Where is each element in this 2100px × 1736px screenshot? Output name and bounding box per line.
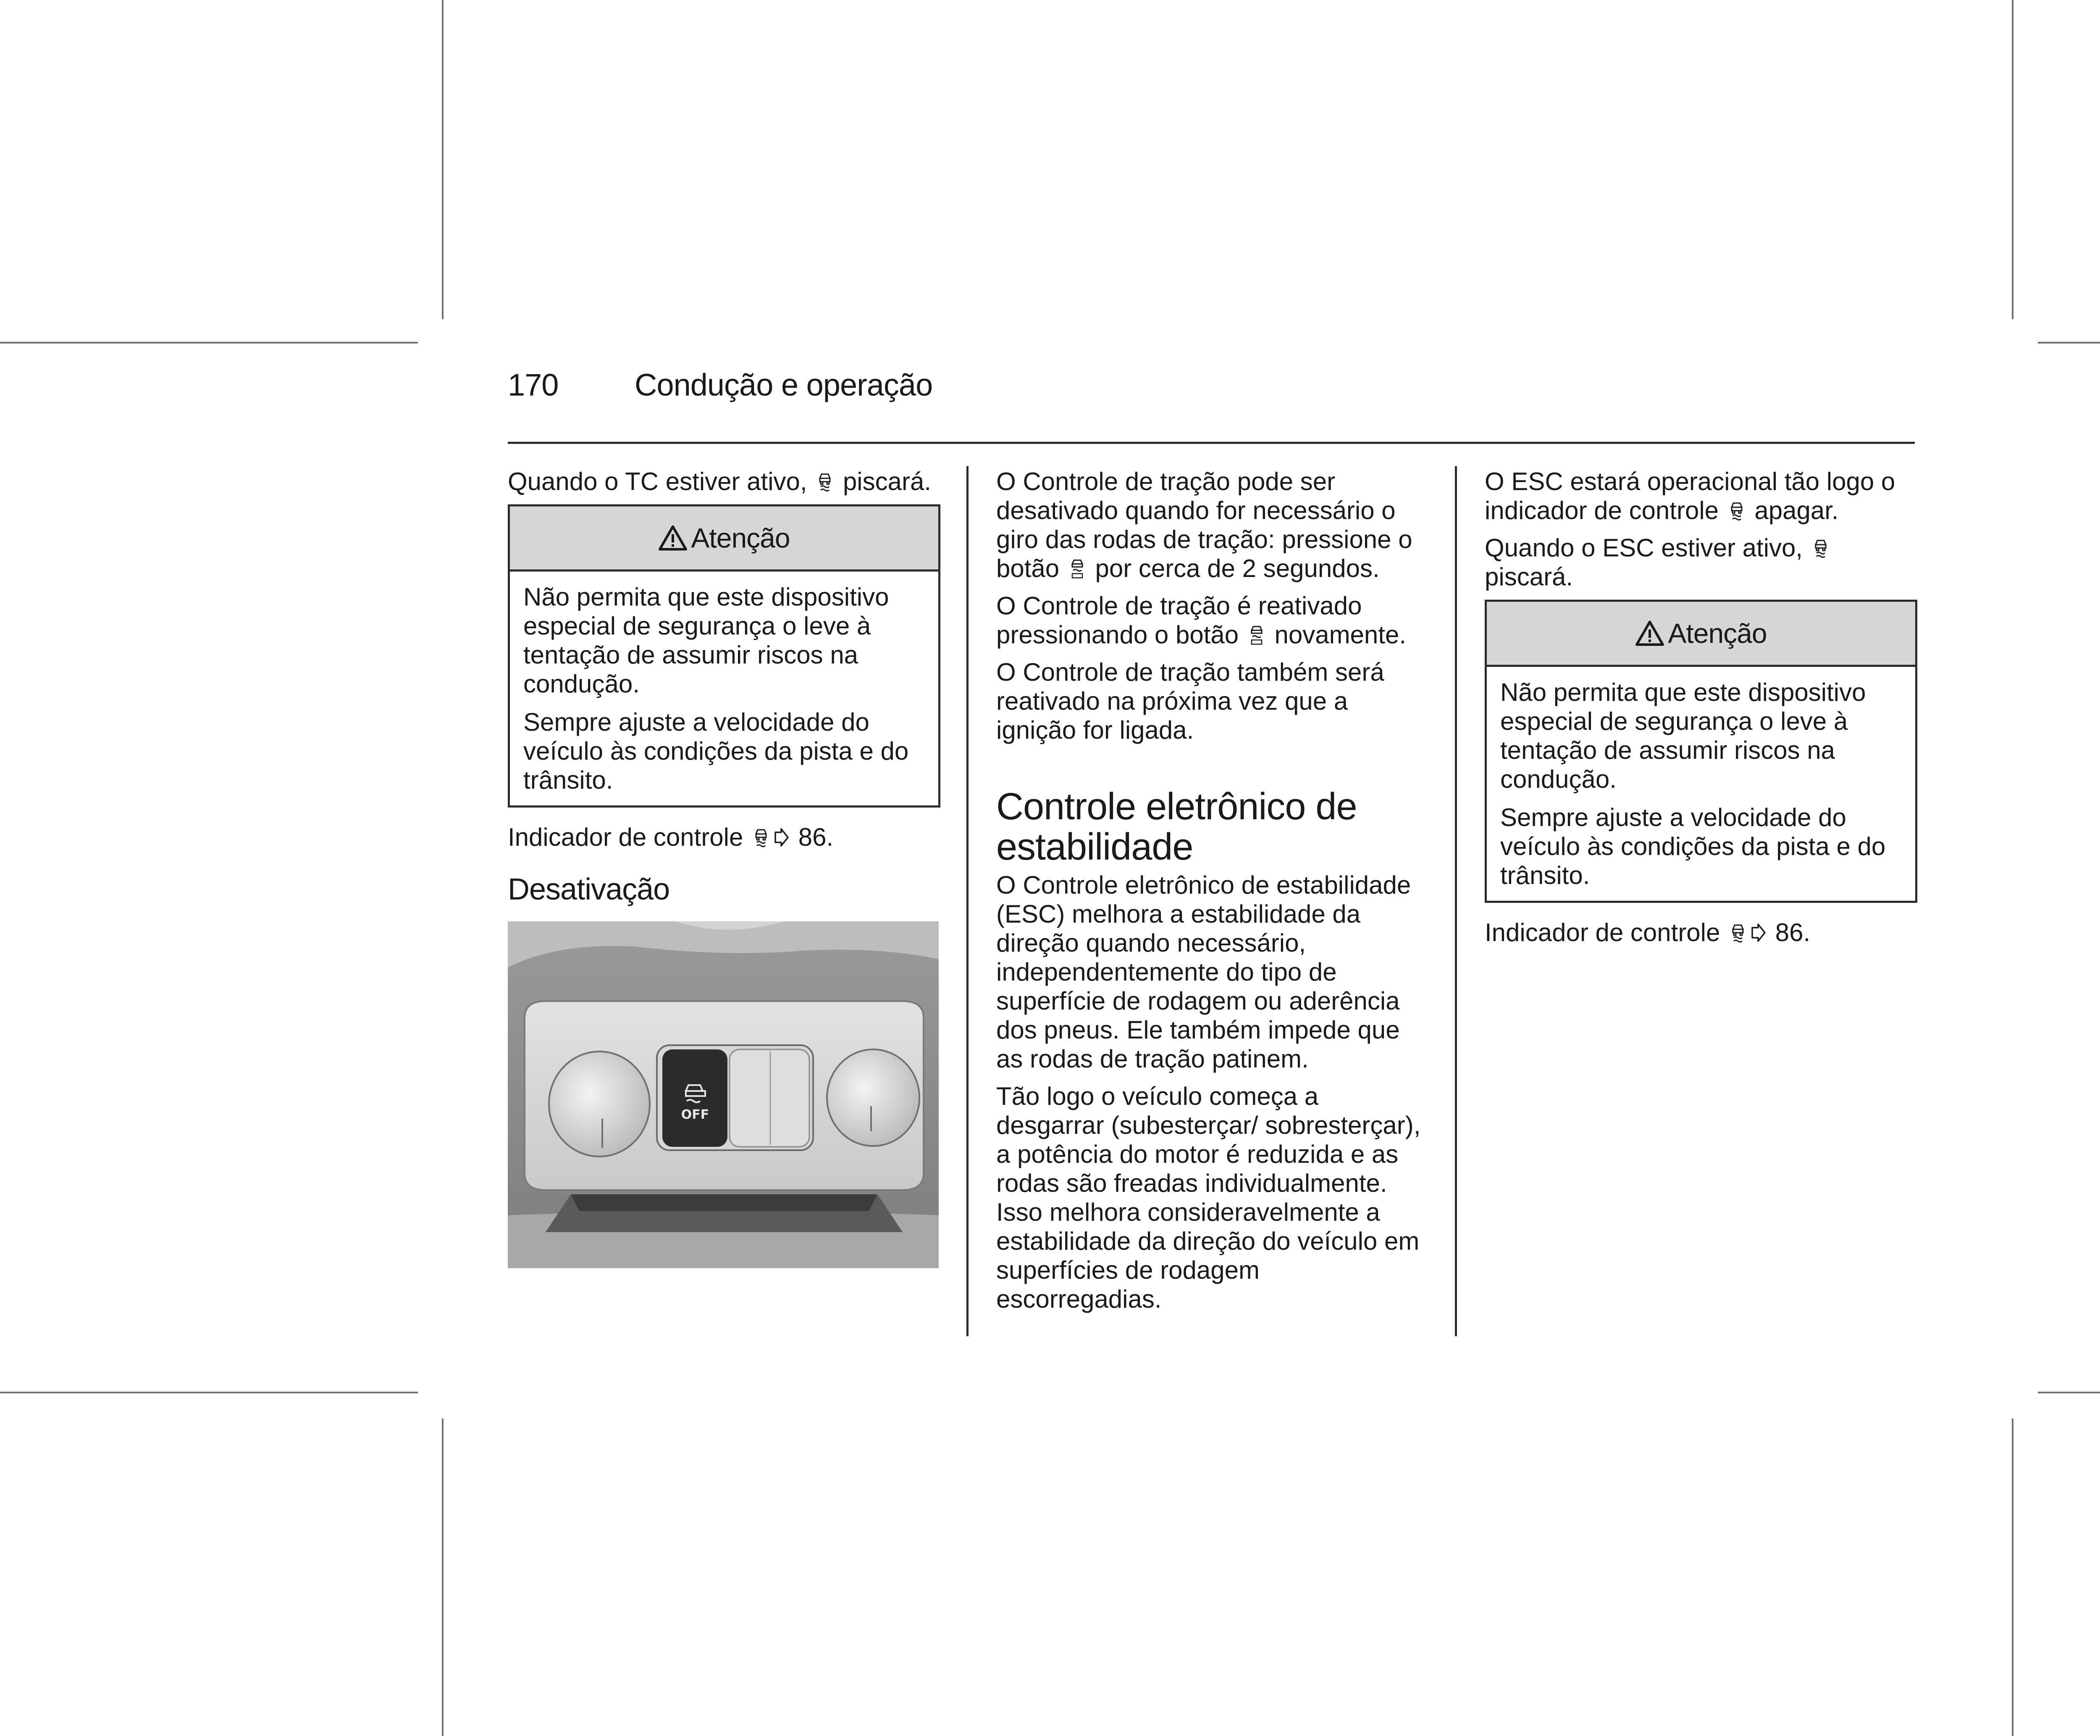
page-number: 170 [508,367,559,402]
crop-mark [442,1419,444,1736]
paragraph-text: Quando o TC estiver ativo, [508,467,807,496]
paragraph [996,467,1429,583]
reference-text: Indicador de controle [508,823,743,851]
page-title: Condução e operação [635,367,933,402]
paragraph-text: Quando o ESC estiver ativo, [1485,534,1803,562]
traction-control-icon [1728,500,1745,522]
warning-text: Não permita que este dispositivo especial de segurança o leve à tentação de assumir riscos na condução. [1500,678,1866,793]
warning-triangle-icon [658,525,688,551]
warning-title: Atenção [1668,617,1767,649]
column-middle [996,467,1429,1322]
warning-header [1487,602,1915,667]
warning-text: Sempre ajuste a velocidade do veículo às condições da pista e do trânsito. [1500,803,1886,889]
paragraph-text: por cerca de 2 segundos. [1095,554,1380,582]
traction-control-icon [1730,922,1746,944]
column-left [508,467,940,1268]
paragraph-text: piscará. [1485,563,1573,591]
traction-control-icon [753,826,769,848]
column-right [1485,467,1917,955]
paragraph-text: piscará. [843,467,932,496]
crop-mark [2012,1419,2013,1736]
paragraph: O Controle de tração também será reativado na próxima vez que a ignição for ligada. [996,658,1384,744]
traction-control-icon [1812,537,1829,559]
page-header [508,367,1915,402]
cross-reference [1485,918,1917,947]
header-rule [508,442,1915,444]
section-heading: Controle eletrônico de estabilidade [996,786,1357,868]
paragraph [996,591,1429,649]
warning-box [508,504,940,808]
paragraph-text: apagar. [1754,496,1839,524]
warning-text: Sempre ajuste a velocidade do veículo às condições da pista e do trânsito. [523,708,909,794]
warning-text: Não permita que este dispositivo especial de segurança o leve à tentação de assumir riscos na condução. [523,583,889,698]
column-divider [966,466,969,1336]
cross-reference [508,823,940,852]
traction-control-off-icon [1069,558,1086,580]
traction-control-icon [816,471,833,493]
warning-title: Atenção [691,522,790,553]
crop-mark [2038,1392,2100,1393]
switch-off-label: OFF [681,1107,709,1122]
paragraph-text: O Controle de tração é reativado pressionando o botão [996,592,1362,649]
crop-mark [0,342,418,344]
subheading: Desativação [508,873,670,906]
reference-page: 86. [1775,918,1811,947]
crop-mark [0,1392,418,1393]
column-divider [1455,466,1457,1336]
paragraph: Tão logo o veículo começa a desgarrar (subesterçar/ sobresterçar), a potência do motor é reduzida e as rodas são freadas individualmente. Isso melhora consideravelmente a estabilidade da direção do veículo em superfícies de rodagem escorregadias. [996,1082,1421,1313]
page-reference-arrow-icon [1750,922,1767,944]
warning-box [1485,600,1917,903]
traction-control-off-icon [1248,624,1265,646]
reference-page: 86. [798,823,834,851]
paragraph-text: O ESC estará operacional tão logo o indicador de controle [1485,467,1895,524]
warning-header [510,506,938,572]
dashboard-switch-illustration [508,921,939,1268]
paragraph-text: novamente. [1274,621,1407,649]
crop-mark [2012,0,2013,319]
page-reference-arrow-icon [773,826,790,848]
warning-body [1487,667,1915,901]
paragraph-text: O Controle de tração pode ser desativado quando for necessário o giro das rodas de tração: pressione o botão [996,467,1412,582]
crop-mark [442,0,444,319]
warning-triangle-icon [1635,620,1664,646]
paragraph [1485,533,1917,591]
paragraph [508,467,940,496]
paragraph: O Controle eletrônico de estabilidade (ESC) melhora a estabilidade da direção quando necessário, independentemente do tipo de superfície de rodagem ou aderência dos pneus. Ele também impede que as rodas de tração patinem. [996,871,1411,1073]
reference-text: Indicador de controle [1485,918,1720,947]
crop-mark [2038,342,2100,344]
paragraph [1485,467,1917,525]
warning-body [510,572,938,805]
